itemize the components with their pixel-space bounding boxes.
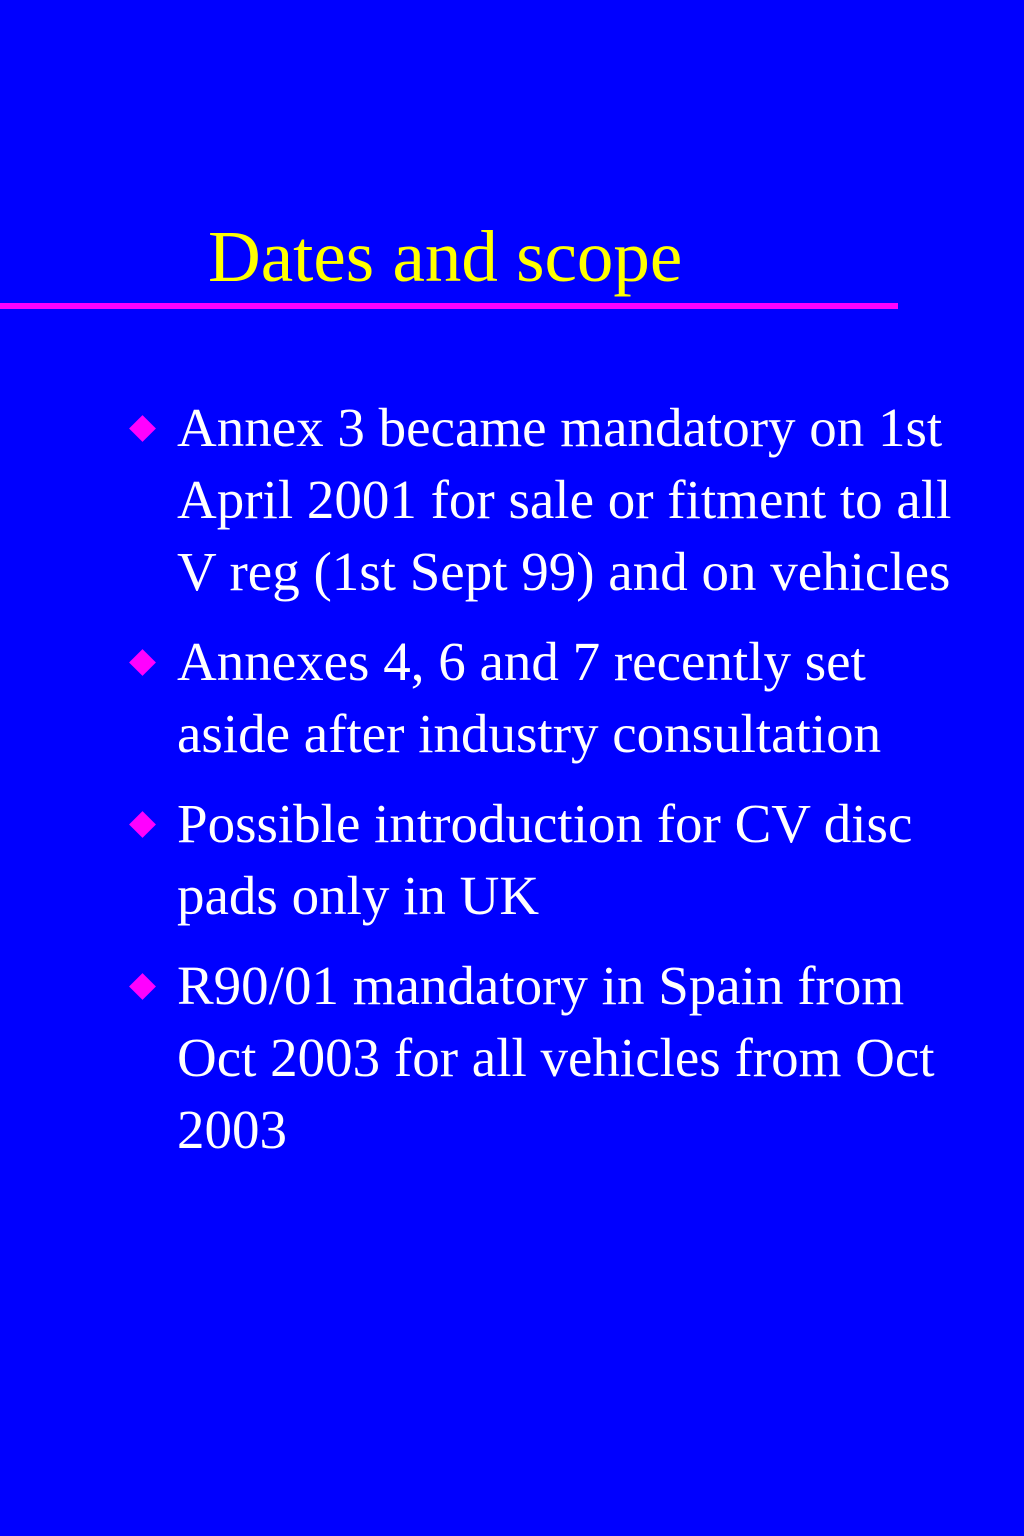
diamond-bullet-icon [129, 811, 156, 838]
diamond-bullet-icon [129, 649, 156, 676]
bullet-item [130, 392, 970, 608]
title-divider [0, 303, 898, 309]
slide-title: Dates and scope [208, 216, 683, 297]
diamond-bullet-icon [129, 415, 156, 442]
bullet-text: Annex 3 became mandatory on 1st April 2001 for sale or fitment to all V reg (1st Sept 99) and on vehicles [177, 397, 952, 602]
bullet-item [130, 626, 970, 770]
bullet-text: Annexes 4, 6 and 7 recently set aside after industry consultation [177, 631, 882, 764]
bullet-item [130, 788, 970, 932]
bullet-item [130, 950, 970, 1166]
bullet-text: Possible introduction for CV disc pads only in UK [177, 793, 913, 926]
diamond-bullet-icon [129, 973, 156, 1000]
bullet-list [130, 392, 970, 1184]
bullet-text: R90/01 mandatory in Spain from Oct 2003 for all vehicles from Oct 2003 [177, 955, 935, 1160]
